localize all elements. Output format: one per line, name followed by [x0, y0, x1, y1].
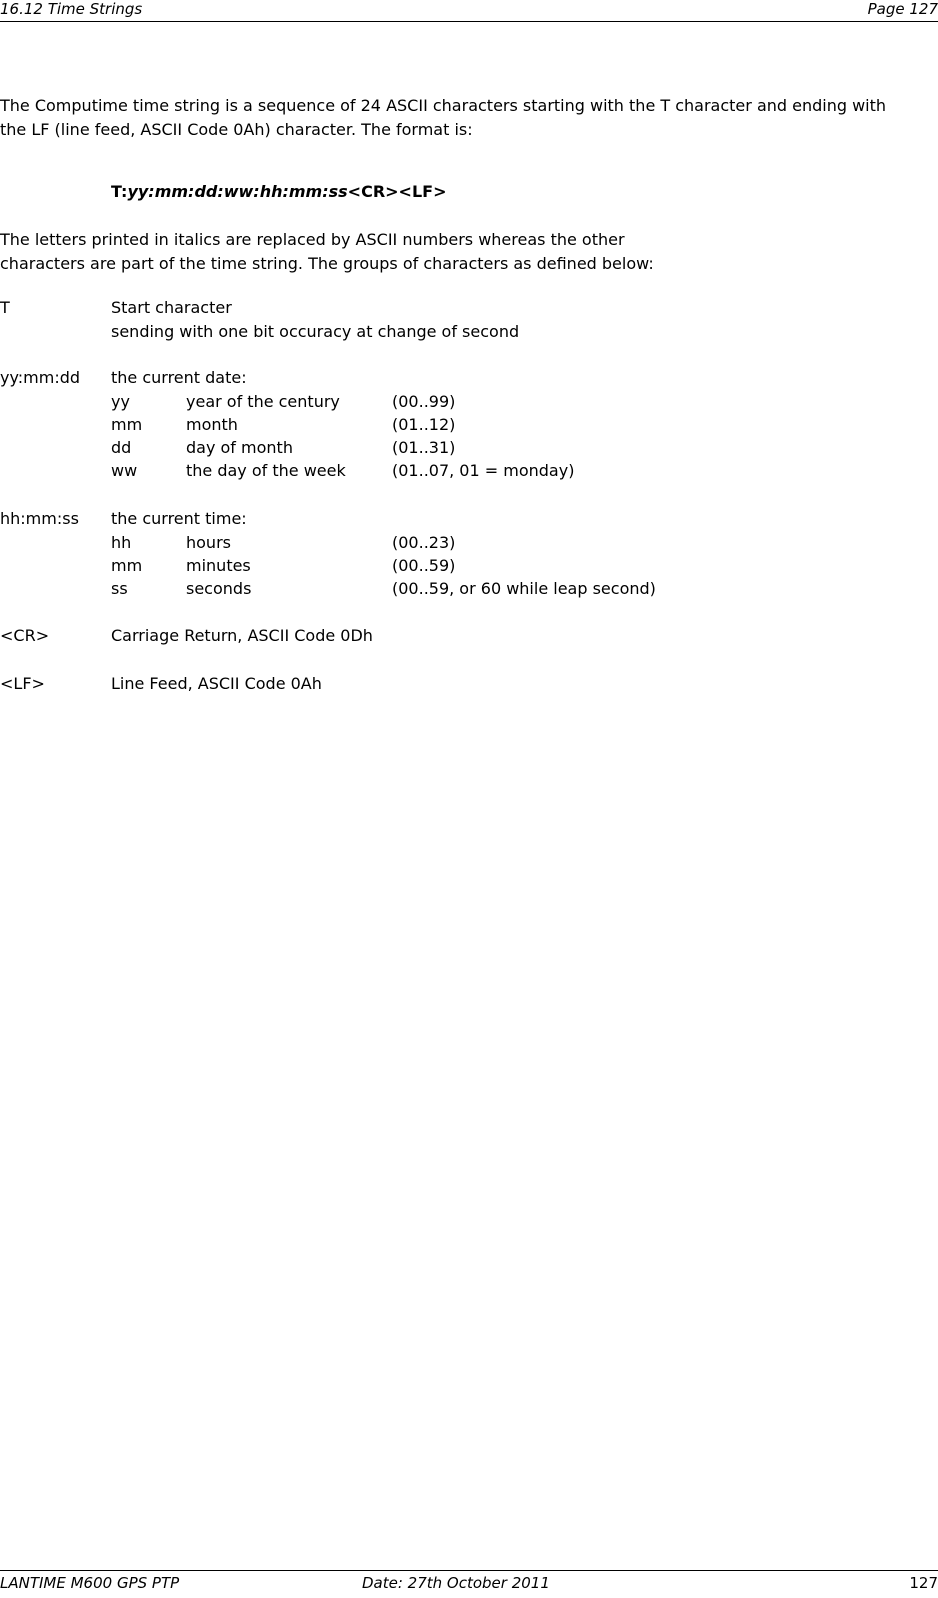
date-row — [111, 392, 711, 416]
field-meaning: day of month — [186, 438, 293, 457]
letters-paragraph — [0, 228, 930, 276]
format-fields: yy:mm:dd:ww:hh:mm:ss — [127, 182, 348, 201]
definition-term: <CR> — [0, 626, 50, 645]
field-range: (00..59, or 60 while leap second) — [392, 579, 656, 598]
format-suffix: <CR><LF> — [347, 182, 447, 201]
field-range: (00..59) — [392, 556, 456, 575]
definition-term: hh:mm:ss — [0, 509, 79, 528]
letters-line-1: The letters printed in italics are replaced by ASCII numbers whereas the other — [0, 230, 625, 249]
field-meaning: month — [186, 415, 238, 434]
definition-term: T — [0, 298, 10, 317]
definition-desc: the current time: — [111, 509, 247, 528]
definition-desc: Carriage Return, ASCII Code 0Dh — [111, 626, 373, 645]
date-row — [111, 438, 711, 462]
format-string — [111, 182, 446, 201]
field-code: dd — [111, 438, 132, 457]
field-meaning: minutes — [186, 556, 251, 575]
field-range: (01..12) — [392, 415, 456, 434]
page-number: 127 — [909, 1574, 938, 1592]
field-range: (01..07, 01 = monday) — [392, 461, 575, 480]
page-footer — [0, 1570, 938, 1598]
field-code: ss — [111, 579, 128, 598]
format-prefix: T: — [111, 182, 128, 201]
definition-desc: Start character — [111, 298, 232, 317]
letters-line-2: characters are part of the time string. The groups of characters as defined below: — [0, 254, 654, 273]
date-row — [111, 415, 711, 439]
section-title: 16.12 Time Strings — [0, 0, 143, 18]
field-code: ww — [111, 461, 138, 480]
definition-desc: the current date: — [111, 368, 247, 387]
field-range: (01..31) — [392, 438, 456, 457]
document-date: Date: 27th October 2011 — [362, 1574, 550, 1592]
definition-desc: Line Feed, ASCII Code 0Ah — [111, 674, 322, 693]
field-meaning: hours — [186, 533, 231, 552]
field-code: hh — [111, 533, 132, 552]
field-code: mm — [111, 415, 143, 434]
time-row — [111, 579, 711, 603]
time-row — [111, 556, 711, 580]
definition-desc-line2: sending with one bit occuracy at change of second — [111, 322, 520, 341]
field-meaning: the day of the week — [186, 461, 346, 480]
field-meaning: year of the century — [186, 392, 340, 411]
definition-term: <LF> — [0, 674, 45, 693]
intro-line-1: The Computime time string is a sequence of 24 ASCII characters starting with the T character and ending with — [0, 96, 887, 115]
intro-line-2: the LF (line feed, ASCII Code 0Ah) character. The format is: — [0, 120, 473, 139]
field-range: (00..99) — [392, 392, 456, 411]
main-content — [0, 94, 938, 693]
date-row — [111, 461, 711, 485]
field-meaning: seconds — [186, 579, 252, 598]
field-code: yy — [111, 392, 130, 411]
intro-paragraph — [0, 94, 930, 142]
product-name: LANTIME M600 GPS PTP — [0, 1574, 180, 1592]
page-header — [0, 0, 938, 22]
field-code: mm — [111, 556, 143, 575]
page-label: Page 127 — [867, 0, 938, 18]
definition-term: yy:mm:dd — [0, 368, 81, 387]
time-row — [111, 533, 711, 557]
field-range: (00..23) — [392, 533, 456, 552]
